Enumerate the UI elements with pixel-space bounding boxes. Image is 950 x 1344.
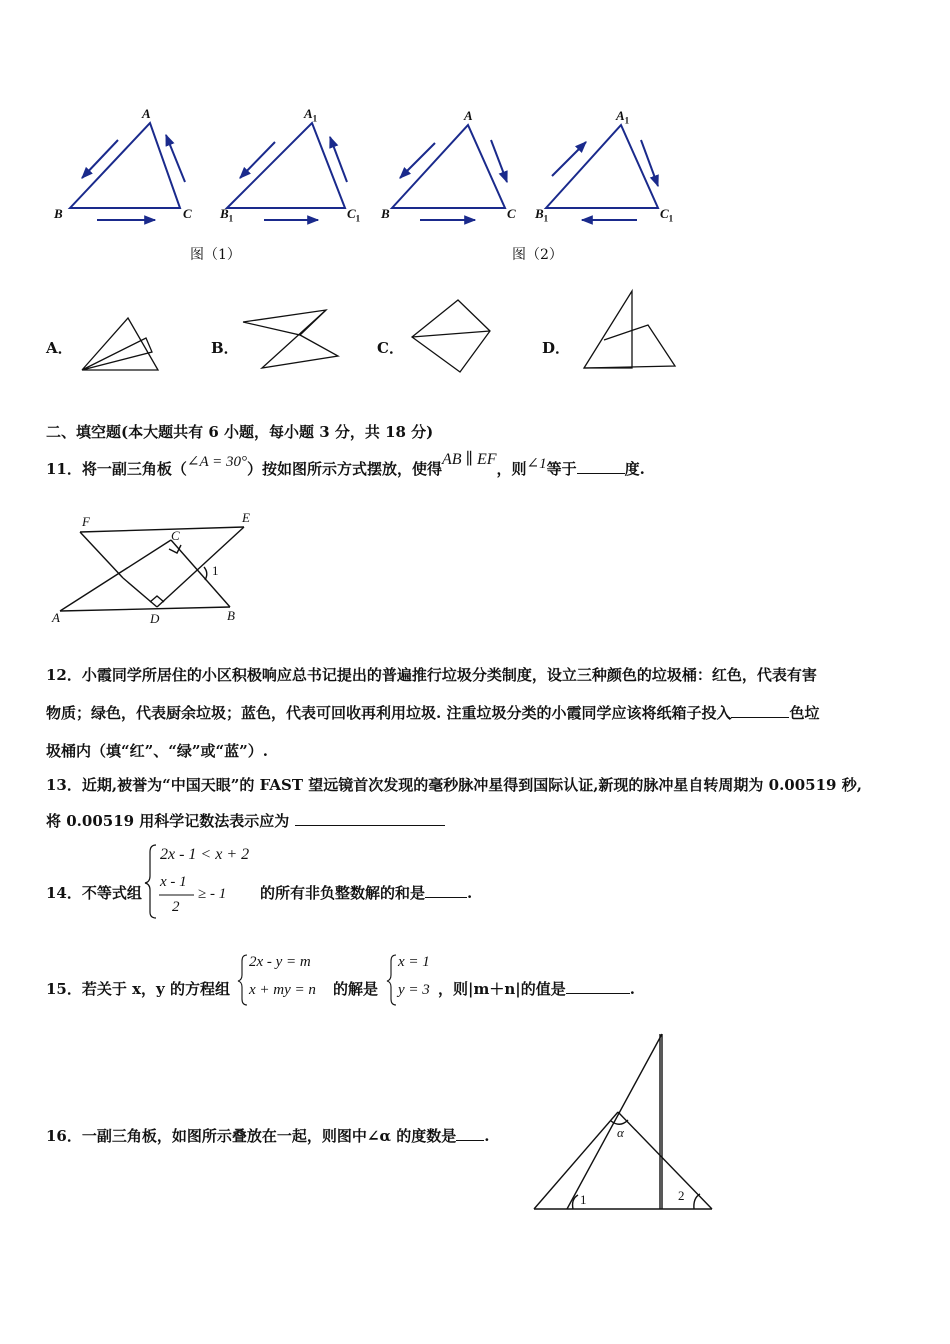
fraction-numerator: x - 1 [160, 874, 187, 890]
caption-figure-2: 图（2） [512, 247, 563, 263]
label-a1: $A_1$ [616, 108, 630, 126]
label-a: A [464, 108, 473, 123]
question-13-line-1: 13．近期,被誉为“中国天眼”的 FAST 望远镜首次发现的毫秒脉冲星得到国际认证,新现的脉冲星自转周期为 0.00519 秒, [46, 776, 862, 794]
label-c1: $C_1$ [347, 206, 361, 224]
solution-x: x = 1 [398, 954, 430, 970]
question-15-start: 15．若关于 x，y 的方程组 [46, 980, 230, 998]
label-c: C [507, 206, 516, 221]
question-15-mid: 的解是 [333, 980, 379, 998]
label-angle-1: 1 [580, 1192, 587, 1207]
label-angle-1: 1 [212, 563, 219, 578]
section-title: 二、填空题(本大题共有 6 小题，每小题 3 分，共 18 分) [46, 423, 434, 441]
label-a: A [142, 106, 151, 121]
question-14-tail: 的所有非负整数解的和是 . [260, 884, 473, 902]
label-a1: $A_1$ [304, 106, 318, 124]
label-b1: $B_1$ [535, 206, 549, 224]
label-alpha: α [617, 1125, 624, 1140]
question-13-line-2: 将 0.00519 用科学记数法表示应为 [46, 810, 445, 831]
question-16: 16．一副三角板，如图所示叠放在一起，则图中∠α 的度数是 . [46, 1127, 490, 1145]
label-d: D [150, 611, 160, 626]
label-angle-2: 2 [678, 1188, 685, 1203]
label-b: B [54, 206, 63, 221]
label-c: C [171, 528, 180, 543]
option-d-label: D． [542, 339, 571, 357]
option-b-label: B． [211, 339, 239, 357]
label-b: B [227, 608, 235, 623]
label-c: C [183, 206, 192, 221]
label-e: E [242, 510, 250, 525]
question-14: 14．不等式组 [46, 884, 142, 902]
question-12-line-2: 物质；绿色，代表厨余垃圾；蓝色，代表可回收再利用垃圾. 注重垃圾分类的小霞同学应该将纸箱子投入 色垃 [46, 704, 820, 722]
equation-1: 2x - y = m [249, 954, 311, 970]
question-12-line-1: 12．小霞同学所居住的小区积极响应总书记提出的普遍推行垃圾分类制度，设立三种颜色的垃圾桶：红色，代表有害 [46, 666, 817, 684]
option-a-label: A． [46, 339, 73, 357]
caption-figure-1: 图（1） [190, 247, 241, 263]
question-15-end: ，则|m＋n|的值是 . [438, 980, 635, 998]
label-a: A [52, 610, 60, 625]
label-b1: $B_1$ [220, 206, 234, 224]
label-c1: $C_1$ [660, 206, 674, 224]
inequality-2-rhs: ≥ - 1 [198, 886, 227, 902]
question-11: 11．将一副三角板（∠A = 30°）按如图所示方式摆放，使得AB ∥ EF，则∠1等于 度. [46, 451, 645, 478]
option-c-label: C． [377, 339, 404, 357]
equation-2: x + my = n [249, 982, 316, 998]
fraction-denominator: 2 [172, 899, 180, 915]
inequality-1: 2x - 1 < x + 2 [160, 846, 250, 863]
solution-y: y = 3 [398, 982, 430, 998]
label-f: F [82, 514, 90, 529]
label-b: B [381, 206, 390, 221]
question-12-line-3: 圾桶内（填“红”、“绿”或“蓝”）. [46, 742, 268, 760]
